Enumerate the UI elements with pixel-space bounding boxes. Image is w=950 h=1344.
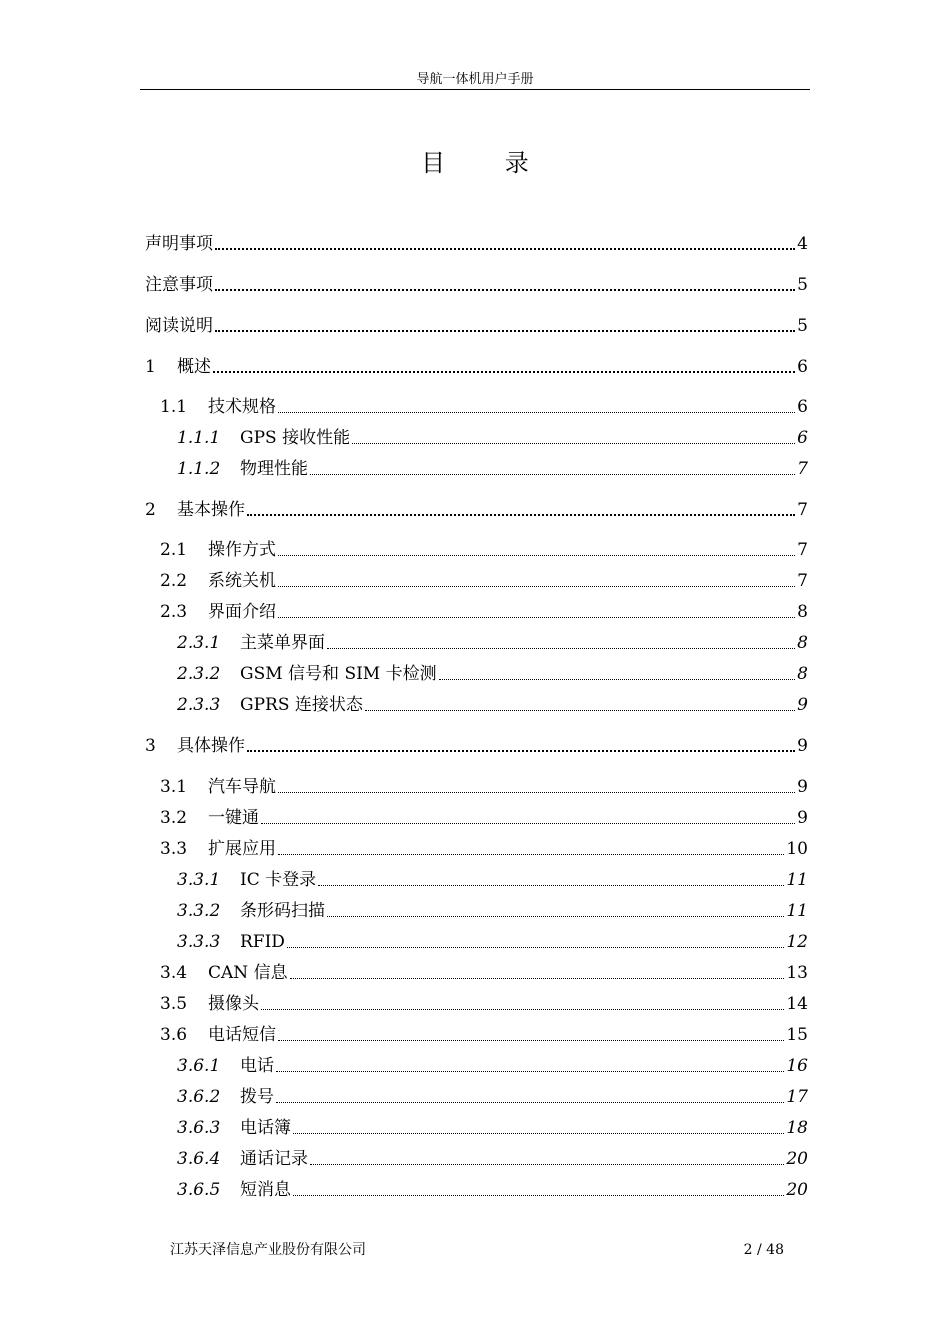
toc-entry-title: 一键通 bbox=[208, 808, 259, 828]
toc-entry-number: 1.1.2 bbox=[177, 459, 221, 479]
toc-entry-title: 摄像头 bbox=[208, 994, 259, 1014]
toc-dot-leader bbox=[365, 710, 795, 711]
toc-entry-number: 3.6 bbox=[160, 1025, 188, 1045]
toc-entry-title: GPRS 连接状态 bbox=[240, 695, 363, 715]
toc-entry-title: 电话短信 bbox=[208, 1025, 276, 1045]
toc-entry-title: 扩展应用 bbox=[208, 839, 276, 859]
toc-dot-leader bbox=[287, 947, 784, 948]
toc-entry[interactable] bbox=[177, 1086, 808, 1108]
toc-dot-leader bbox=[310, 1164, 784, 1165]
toc-dot-leader bbox=[278, 792, 795, 793]
toc-entry-number: 3.3.2 bbox=[177, 901, 221, 921]
toc-entry-page-number: 6 bbox=[797, 397, 808, 417]
toc-entry-title: 物理性能 bbox=[240, 459, 308, 479]
toc-entry-title: 界面介绍 bbox=[208, 602, 276, 622]
toc-entry-number: 2.3.3 bbox=[177, 695, 221, 715]
toc-entry-page-number: 20 bbox=[786, 1180, 808, 1200]
toc-entry[interactable] bbox=[177, 869, 808, 891]
toc-entry-page-number: 9 bbox=[797, 808, 808, 828]
toc-entry-title: 操作方式 bbox=[208, 540, 276, 560]
toc-entry-number: 3.6.5 bbox=[177, 1180, 221, 1200]
toc-entry-page-number: 8 bbox=[797, 633, 808, 653]
toc-entry[interactable] bbox=[145, 499, 808, 521]
toc-entry-title: 声明事项 bbox=[145, 234, 213, 254]
toc-entry[interactable] bbox=[177, 458, 808, 480]
toc-dot-leader bbox=[278, 617, 795, 618]
toc-dot-leader bbox=[276, 1102, 784, 1103]
toc-dot-leader bbox=[310, 474, 795, 475]
toc-entry-number: 3.3.3 bbox=[177, 932, 221, 952]
toc-entry[interactable] bbox=[145, 233, 808, 255]
toc-entry[interactable] bbox=[160, 776, 808, 798]
toc-entry-page-number: 4 bbox=[797, 234, 808, 254]
toc-entry[interactable] bbox=[160, 396, 808, 418]
toc-dot-leader bbox=[215, 248, 795, 250]
toc-entry-title: 具体操作 bbox=[177, 736, 245, 756]
toc-entry-page-number: 9 bbox=[797, 695, 808, 715]
toc-entry-page-number: 15 bbox=[786, 1025, 808, 1045]
toc-entry-number: 3.1 bbox=[160, 777, 188, 797]
toc-dot-leader bbox=[278, 1040, 784, 1041]
toc-entry-number: 1.1.1 bbox=[177, 428, 221, 448]
toc-entry[interactable] bbox=[145, 315, 808, 337]
toc-dot-leader bbox=[327, 648, 795, 649]
toc-entry-page-number: 11 bbox=[786, 901, 808, 921]
running-header-title: 导航一体机用户手册 bbox=[416, 72, 534, 87]
toc-entry-title: GSM 信号和 SIM 卡检测 bbox=[240, 664, 437, 684]
toc-entry-page-number: 7 bbox=[797, 540, 808, 560]
toc-dot-leader bbox=[276, 1071, 784, 1072]
toc-entry-number: 2.3.1 bbox=[177, 633, 221, 653]
toc-entry-title: 电话 bbox=[240, 1056, 274, 1076]
toc-entry-title: 概述 bbox=[177, 357, 211, 377]
toc-dot-leader bbox=[439, 679, 796, 680]
toc-entry-number: 3 bbox=[145, 736, 156, 756]
toc-entry-title: CAN 信息 bbox=[208, 963, 288, 983]
toc-entry[interactable] bbox=[160, 993, 808, 1015]
toc-entry-page-number: 5 bbox=[797, 275, 808, 295]
toc-entry-title: 条形码扫描 bbox=[240, 901, 325, 921]
toc-dot-leader bbox=[293, 1133, 784, 1134]
toc-entry-number: 3.6.2 bbox=[177, 1087, 221, 1107]
toc-entry[interactable] bbox=[160, 838, 808, 860]
toc-entry[interactable] bbox=[160, 601, 808, 623]
toc-dot-leader bbox=[352, 443, 795, 444]
toc-entry-title: 系统关机 bbox=[208, 571, 276, 591]
toc-entry[interactable] bbox=[177, 694, 808, 716]
toc-entry[interactable] bbox=[177, 1179, 808, 1201]
toc-entry[interactable] bbox=[177, 427, 808, 449]
toc-dot-leader bbox=[293, 1195, 784, 1196]
toc-entry[interactable] bbox=[145, 356, 808, 378]
header-divider bbox=[140, 89, 810, 90]
toc-entry[interactable] bbox=[177, 663, 808, 685]
toc-entry-page-number: 8 bbox=[797, 664, 808, 684]
toc-entry-page-number: 7 bbox=[797, 459, 808, 479]
toc-entry-title: 通话记录 bbox=[240, 1149, 308, 1169]
toc-entry[interactable] bbox=[177, 1117, 808, 1139]
toc-dot-leader bbox=[261, 1009, 784, 1010]
toc-title: 目 录 bbox=[421, 149, 555, 177]
toc-entry-title: RFID bbox=[240, 932, 285, 952]
toc-entry-number: 2.1 bbox=[160, 540, 188, 560]
toc-entry-number: 3.6.4 bbox=[177, 1149, 221, 1169]
toc-dot-leader bbox=[318, 885, 784, 886]
toc-entry-title: 主菜单界面 bbox=[240, 633, 325, 653]
toc-entry-number: 3.6.1 bbox=[177, 1056, 221, 1076]
toc-entry-page-number: 7 bbox=[797, 571, 808, 591]
toc-entry[interactable] bbox=[160, 570, 808, 592]
toc-entry[interactable] bbox=[160, 539, 808, 561]
toc-entry-title: 短消息 bbox=[240, 1180, 291, 1200]
toc-dot-leader bbox=[247, 750, 795, 752]
toc-entry-page-number: 13 bbox=[786, 963, 808, 983]
toc-entry-title: IC 卡登录 bbox=[240, 870, 317, 890]
toc-entry[interactable] bbox=[177, 632, 808, 654]
toc-dot-leader bbox=[290, 978, 785, 979]
toc-dot-leader bbox=[278, 854, 784, 855]
toc-entry-page-number: 6 bbox=[797, 428, 808, 448]
toc-entry-title: 基本操作 bbox=[177, 500, 245, 520]
toc-entry[interactable] bbox=[177, 1055, 808, 1077]
toc-entry-page-number: 16 bbox=[786, 1056, 808, 1076]
toc-dot-leader bbox=[327, 916, 784, 917]
toc-entry-number: 3.3.1 bbox=[177, 870, 221, 890]
toc-entry-title: 技术规格 bbox=[208, 397, 276, 417]
toc-entry-number: 3.3 bbox=[160, 839, 188, 859]
toc-entry-number: 1.1 bbox=[160, 397, 188, 417]
toc-entry-page-number: 12 bbox=[786, 932, 808, 952]
toc-dot-leader bbox=[247, 514, 795, 516]
toc-entry-title: 拨号 bbox=[240, 1087, 274, 1107]
toc-dot-leader bbox=[278, 412, 795, 413]
toc-entry-page-number: 8 bbox=[797, 602, 808, 622]
toc-entry-page-number: 7 bbox=[797, 500, 808, 520]
toc-dot-leader bbox=[215, 330, 795, 332]
toc-entry-page-number: 10 bbox=[786, 839, 808, 859]
toc-entry-page-number: 6 bbox=[797, 357, 808, 377]
toc-entry-page-number: 5 bbox=[797, 316, 808, 336]
toc-entry-number: 2.2 bbox=[160, 571, 188, 591]
toc-entry-title: 汽车导航 bbox=[208, 777, 276, 797]
toc-entry-page-number: 18 bbox=[786, 1118, 808, 1138]
toc-entry[interactable] bbox=[177, 1148, 808, 1170]
toc-entry-title: 注意事项 bbox=[145, 275, 213, 295]
toc-entry[interactable] bbox=[177, 931, 808, 953]
toc-entry-page-number: 20 bbox=[786, 1149, 808, 1169]
toc-entry-number: 3.6.3 bbox=[177, 1118, 221, 1138]
toc-dot-leader bbox=[215, 289, 795, 291]
footer-page-indicator: 2 / 48 bbox=[743, 1242, 784, 1258]
toc-entry-title: GPS 接收性能 bbox=[240, 428, 351, 448]
toc-entry-page-number: 17 bbox=[786, 1087, 808, 1107]
toc-entry-number: 3.4 bbox=[160, 963, 188, 983]
toc-entry[interactable] bbox=[160, 807, 808, 829]
toc-dot-leader bbox=[261, 823, 795, 824]
footer-company-name: 江苏天泽信息产业股份有限公司 bbox=[170, 1242, 366, 1258]
toc-entry[interactable] bbox=[160, 962, 808, 984]
toc-entry-number: 3.5 bbox=[160, 994, 188, 1014]
toc-entry[interactable] bbox=[145, 274, 808, 296]
toc-entry-number: 2 bbox=[145, 500, 156, 520]
toc-dot-leader bbox=[213, 371, 795, 373]
toc-entry-title: 电话簿 bbox=[240, 1118, 291, 1138]
toc-entry-page-number: 9 bbox=[797, 777, 808, 797]
toc-entry[interactable] bbox=[160, 1024, 808, 1046]
toc-entry-number: 3.2 bbox=[160, 808, 188, 828]
toc-entry[interactable] bbox=[177, 900, 808, 922]
toc-entry-page-number: 9 bbox=[797, 736, 808, 756]
toc-dot-leader bbox=[278, 586, 795, 587]
toc-entry-number: 2.3 bbox=[160, 602, 188, 622]
toc-entry[interactable] bbox=[145, 735, 808, 757]
toc-entry-page-number: 11 bbox=[786, 870, 808, 890]
toc-dot-leader bbox=[278, 555, 795, 556]
toc-entry-title: 阅读说明 bbox=[145, 316, 213, 336]
toc-entry-number: 2.3.2 bbox=[177, 664, 221, 684]
toc-entry-page-number: 14 bbox=[786, 994, 808, 1014]
toc-entry-number: 1 bbox=[145, 357, 156, 377]
